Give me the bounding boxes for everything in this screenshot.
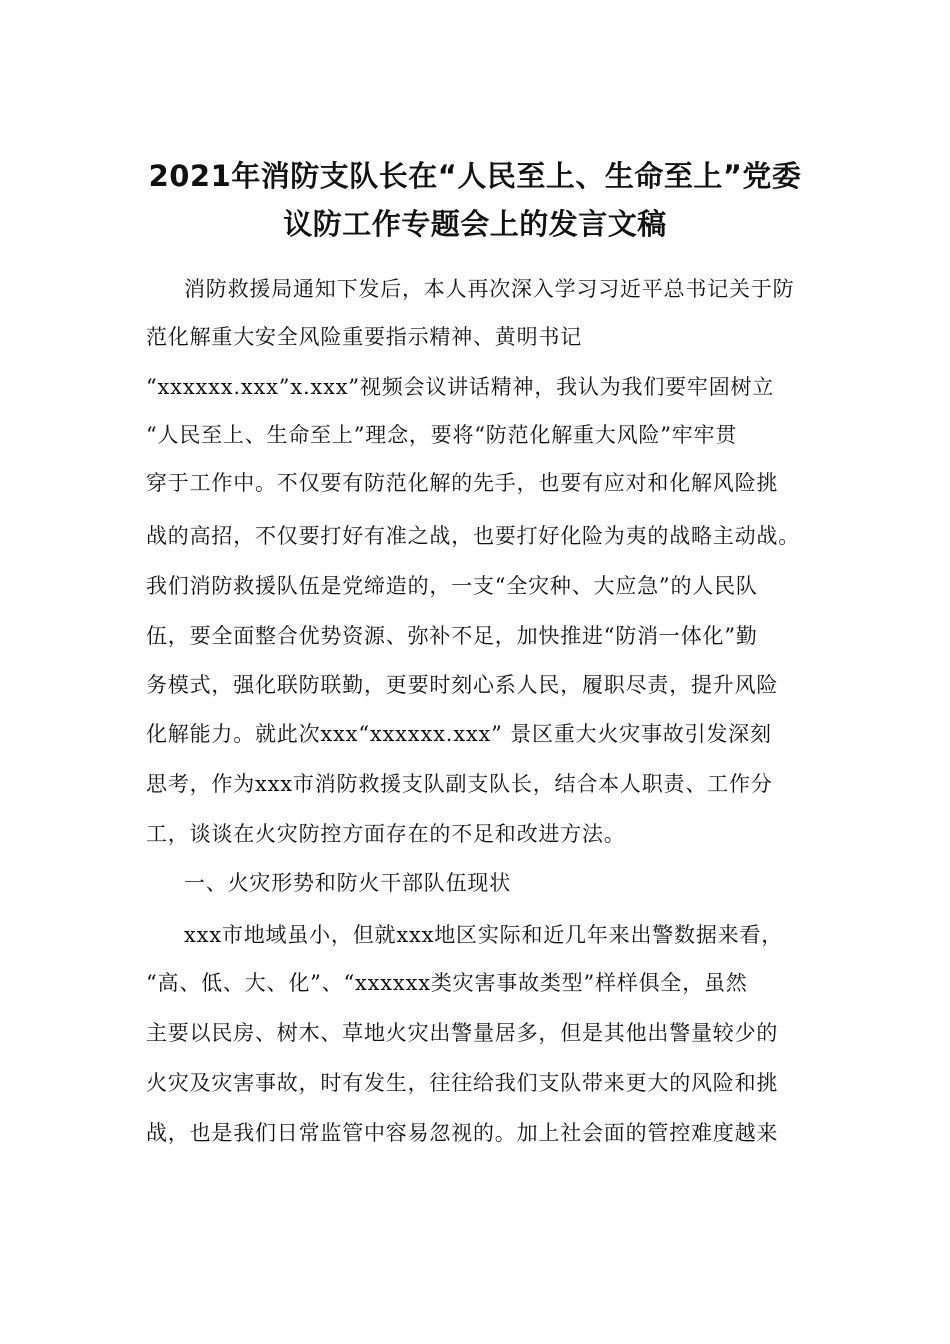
document-title-line-2: 议防工作专题会上的发言文稿 [283, 207, 667, 241]
paragraph-line-4: “人民至上、生命至上”理念，要将“防范化解重大风险”牢牢贯 [146, 423, 738, 447]
paragraph-line-16: 火灾及灾害事故，时有发生，往往给我们支队带来更大的风险和挑 [146, 1071, 779, 1095]
paragraph-line-17: 战，也是我们日常监管中容易忽视的。加上社会面的管控难度越来 [146, 1121, 779, 1145]
section-heading-1: 一、火灾形势和防火干部队伍现状 [184, 871, 511, 895]
paragraph-line-14: “高、低、大、化”、“xxxxxx类灾害事故类型”样样俱全，虽然 [146, 971, 748, 995]
paragraph-line-7: 我们消防救援队伍是党缔造的，一支“全灾种、大应急”的人民队 [146, 574, 758, 598]
paragraph-line-2: 范化解重大安全风险重要指示精神、黄明书记 [146, 325, 582, 349]
paragraph-line-12: 工，谈谈在火灾防控方面存在的不足和改进方法。 [146, 822, 626, 846]
paragraph-line-10: 化解能力。就此次xxx“xxxxxx.xxx” 景区重大火灾事故引发深刻 [146, 722, 772, 746]
paragraph-line-3: “xxxxxx.xxx”x.xxx”视频会议讲话精神，我认为我们要牢固树立 [146, 375, 775, 399]
paragraph-line-13: xxx市地域虽小，但就xxx地区实际和近几年来出警数据来看， [184, 923, 784, 947]
paragraph-line-8: 伍，要全面整合优势资源、弥补不足，加快推进“防消一体化”勤 [146, 624, 758, 648]
paragraph-line-9: 务模式，强化联防联勤，更要时刻心系人民，履职尽责，提升风险 [146, 673, 779, 697]
paragraph-line-6: 战的高招，不仅要打好有准之战，也要打好化险为夷的战略主动战。 [146, 524, 800, 548]
paragraph-line-1: 消防救援局通知下发后，本人再次深入学习习近平总书记关于防 [184, 277, 795, 301]
paragraph-line-11: 思考，作为xxx市消防救援支队副支队长，结合本人职责、工作分 [146, 772, 773, 796]
document-title-line-1: 2021年消防支队长在“人民至上、生命至上”党委 [148, 159, 802, 193]
paragraph-line-15: 主要以民房、树木、草地火灾出警量居多，但是其他出警量较少的 [146, 1021, 779, 1045]
paragraph-line-5: 穿于工作中。不仅要有防范化解的先手，也要有应对和化解风险挑 [146, 471, 779, 495]
